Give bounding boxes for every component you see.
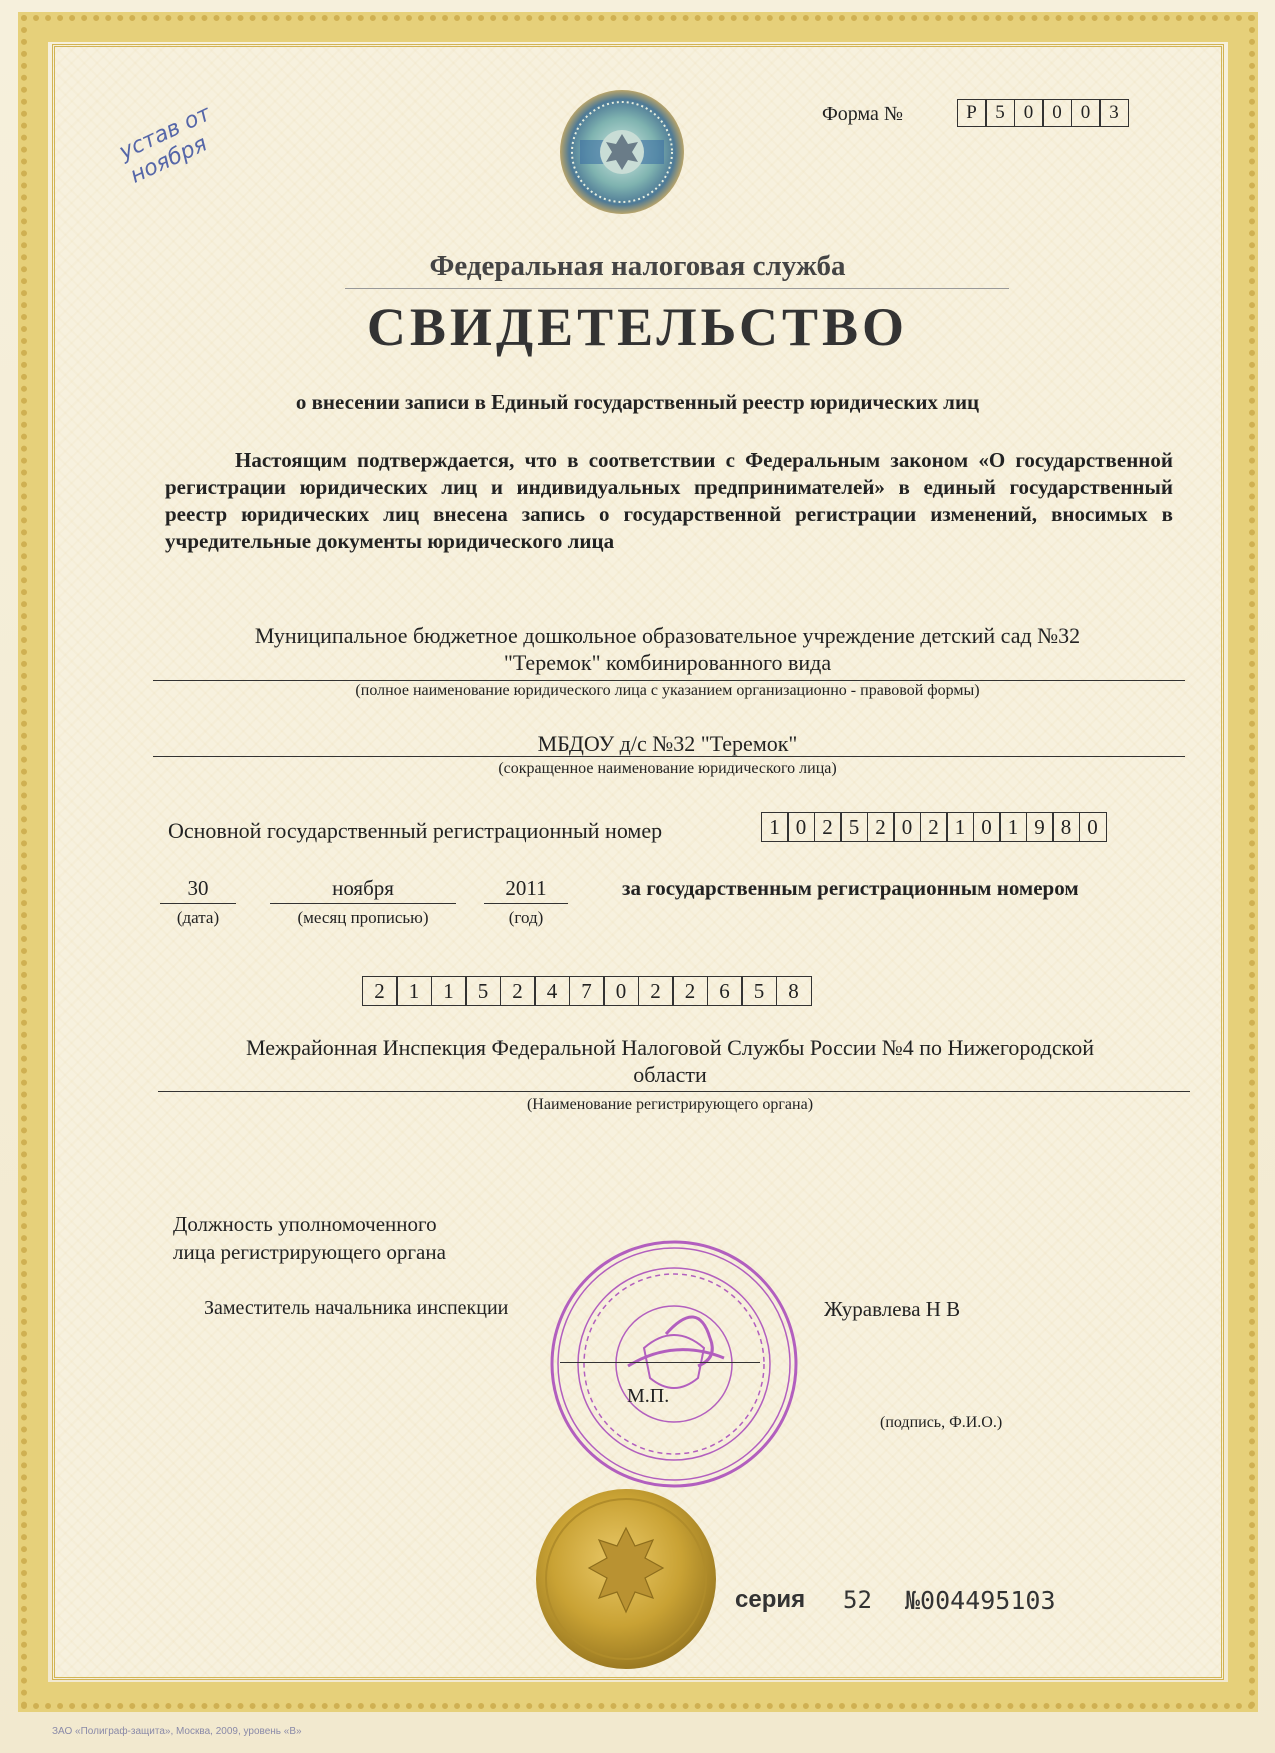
- ogrn-digit: 1: [999, 812, 1027, 842]
- date-year-rule: [484, 903, 568, 904]
- grn-digit: 1: [431, 976, 467, 1006]
- grn-digit: 8: [776, 976, 812, 1006]
- document-subtitle: о внесении записи в Единый государственный реестр юридических лиц: [295, 390, 980, 414]
- full-name-line2: "Теремок" комбинированного вида: [503, 650, 832, 675]
- agency-name: Федеральная налоговая служба: [429, 250, 846, 282]
- ogrn-digit: 5: [840, 812, 868, 842]
- series-label: серия: [735, 1586, 806, 1613]
- form-code-cell: 0: [1014, 99, 1044, 127]
- date-day-rule: [160, 903, 236, 904]
- grn-digit: 0: [603, 976, 639, 1006]
- stamp-place-label: М.П.: [627, 1385, 670, 1407]
- short-name-rule: [153, 756, 1185, 757]
- signer-name: Журавлева Н В: [824, 1297, 961, 1321]
- authority-value: [150, 1034, 1190, 1088]
- grn-digit: 2: [500, 976, 536, 1006]
- grn-digit: 5: [465, 976, 501, 1006]
- agency-underline: [345, 288, 1009, 289]
- ogrn-label: Основной государственный регистрационный номер: [168, 818, 663, 843]
- form-code-cell: 3: [1099, 99, 1129, 127]
- authority-rule: [158, 1091, 1190, 1092]
- authority-caption: (Наименование регистрирующего органа): [526, 1096, 814, 1113]
- position-label: [173, 1210, 533, 1266]
- ogrn-digit: 2: [867, 812, 895, 842]
- date-month-rule: [270, 903, 456, 904]
- full-name-caption: (полное наименование юридического лица с указанием организационно - правовой формы): [355, 682, 980, 699]
- authority-line1: Межрайонная Инспекция Федеральной Налоговой Службы России №4 по Нижегородской: [246, 1035, 1094, 1060]
- handwritten-note: устав от ноября: [115, 101, 215, 189]
- ogrn-digit: 8: [1052, 812, 1080, 842]
- position-line1: Должность уполномоченного: [173, 1212, 437, 1236]
- date-month-caption: (месяц прописью): [297, 908, 429, 927]
- authority-line2: области: [633, 1062, 707, 1087]
- grn-digit: 2: [672, 976, 708, 1006]
- form-code-cell: 0: [1071, 99, 1101, 127]
- signature-caption: (подпись, Ф.И.О.): [880, 1414, 1003, 1431]
- series-number: 52: [843, 1586, 872, 1614]
- date-day: 30: [187, 876, 209, 900]
- printer-imprint: ЗАО «Полиграф-защита», Москва, 2009, уровень «В»: [52, 1726, 302, 1737]
- grn-digit: 4: [534, 976, 570, 1006]
- form-code-boxes: [958, 99, 1129, 127]
- form-code-cell: 5: [985, 99, 1015, 127]
- form-code-cell: Р: [957, 99, 987, 127]
- date-day-caption: (дата): [176, 908, 220, 927]
- ogrn-digit: 2: [814, 812, 842, 842]
- deputy-title: Заместитель начальника инспекции: [204, 1297, 509, 1319]
- ogrn-digit: 1: [946, 812, 974, 842]
- ogrn-digit: 0: [787, 812, 815, 842]
- grn-digit: 7: [569, 976, 605, 1006]
- form-code-cell: 0: [1042, 99, 1072, 127]
- signature-rule: [560, 1362, 760, 1363]
- full-name-rule: [153, 680, 1185, 681]
- grn-digit: 5: [741, 976, 777, 1006]
- grn-digit: 2: [638, 976, 674, 1006]
- grn-label: за государственным регистрационным номером: [622, 876, 1079, 900]
- full-name-line1: Муниципальное бюджетное дошкольное образовательное учреждение детский сад №32: [254, 623, 1081, 648]
- ogrn-digit: 9: [1026, 812, 1054, 842]
- grn-digit: 1: [396, 976, 432, 1006]
- ogrn-digit: 0: [973, 812, 1001, 842]
- grn-digit: 6: [707, 976, 743, 1006]
- ogrn-digit: 0: [1079, 812, 1107, 842]
- ogrn-boxes: [762, 812, 1107, 842]
- ogrn-digit: 0: [893, 812, 921, 842]
- grn-digit: 2: [362, 976, 398, 1006]
- form-label: Форма №: [822, 103, 903, 125]
- short-name-caption: (сокращенное наименование юридического лица): [498, 760, 837, 777]
- ogrn-digit: 2: [920, 812, 948, 842]
- ogrn-digit: 1: [761, 812, 789, 842]
- date-month: ноября: [332, 876, 394, 900]
- grn-boxes: [363, 976, 812, 1006]
- hologram-emblem-icon: [558, 88, 686, 216]
- date-year-caption: (год): [508, 908, 544, 927]
- full-name-value: [150, 622, 1185, 676]
- gold-seal-icon: [535, 1488, 717, 1670]
- document-title: СВИДЕТЕЛЬСТВО: [366, 297, 909, 357]
- official-stamp-icon: [548, 1238, 800, 1490]
- position-line2: лица регистрирующего органа: [173, 1240, 446, 1264]
- short-name-value: МБДОУ д/с №32 "Теремок": [537, 731, 798, 756]
- certification-text: Настоящим подтверждается, что в соответствии с Федеральным законом «О государственной регистрации юридических лиц и индивидуальных предпринимателей» в единый государственный реестр юридических лиц внесена запись о государственной регистрации изменений, вносимых в учредительные документы юридического лица: [165, 448, 1173, 553]
- serial-number: №004495103: [905, 1586, 1056, 1615]
- date-year: 2011: [505, 876, 547, 900]
